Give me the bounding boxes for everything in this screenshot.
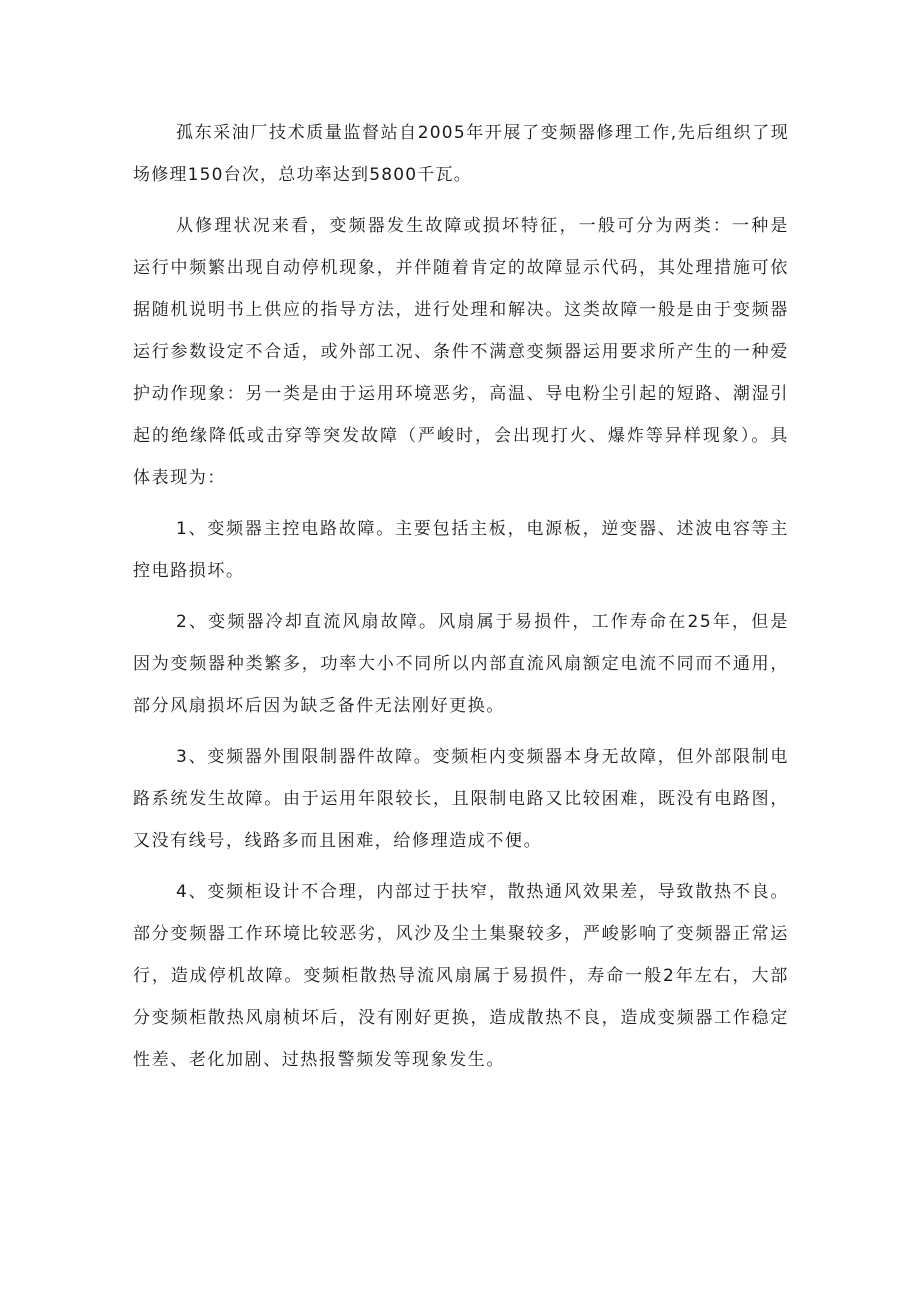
paragraph-fault-2: 2、变频器冷却直流风扇故障。风扇属于易损件，工作寿命在25年，但是因为变频器种类繁多，功率大小不同所以内部直流风扇额定电流不同而不通用，部分风扇损坏后因为缺乏备件无法刚好更换。 [133,612,789,716]
paragraph-fault-overview: 从修理状况来看，变频器发生故障或损坏特征，一般可分为两类：一种是运行中频繁出现自动停机现象，并伴随着肯定的故障显示代码，其处理措施可依据随机说明书上供应的指导方法，进行处理和解决。这类故障一般是由于变频器运行参数设定不合适，或外部工况、条件不满意变频器运用要求所产生的一种爱护动作现象：另一类是由于运用环境恶劣，高温、导电粉尘引起的短路、潮湿引起的绝缘降低或击穿等突发故障（严峻时，会出现打火、爆炸等异样现象）。具体表现为： [133,216,789,488]
document-body [133,112,789,1090]
paragraph-intro: 孤东采油厂技术质量监督站自2005年开展了变频器修理工作,先后组织了现场修理150台次，总功率达到5800千瓦。 [133,123,789,185]
paragraph-fault-1: 1、变频器主控电路故障。主要包括主板，电源板，逆变器、述波电容等主控电路损坏。 [133,519,789,581]
paragraph-fault-4: 4、变频柜设计不合理，内部过于扶窄，散热通风效果差，导致散热不良。部分变频器工作环境比较恶劣，风沙及尘土集聚较多，严峻影响了变频器正常运行，造成停机故障。变频柜散热导流风扇属于易损件，寿命一般2年左右，大部分变频柜散热风扇桢坏后，没有刚好更换，造成散热不良，造成变频器工作稳定性差、老化加剧、过热报警频发等现象发生。 [133,882,789,1070]
paragraph-fault-3: 3、变频器外围限制器件故障。变频柜内变频器本身无故障，但外部限制电路系统发生故障。由于运用年限较长，且限制电路又比较困难，既没有电路图，又没有线号，线路多而且困难，给修理造成不便。 [133,747,789,851]
